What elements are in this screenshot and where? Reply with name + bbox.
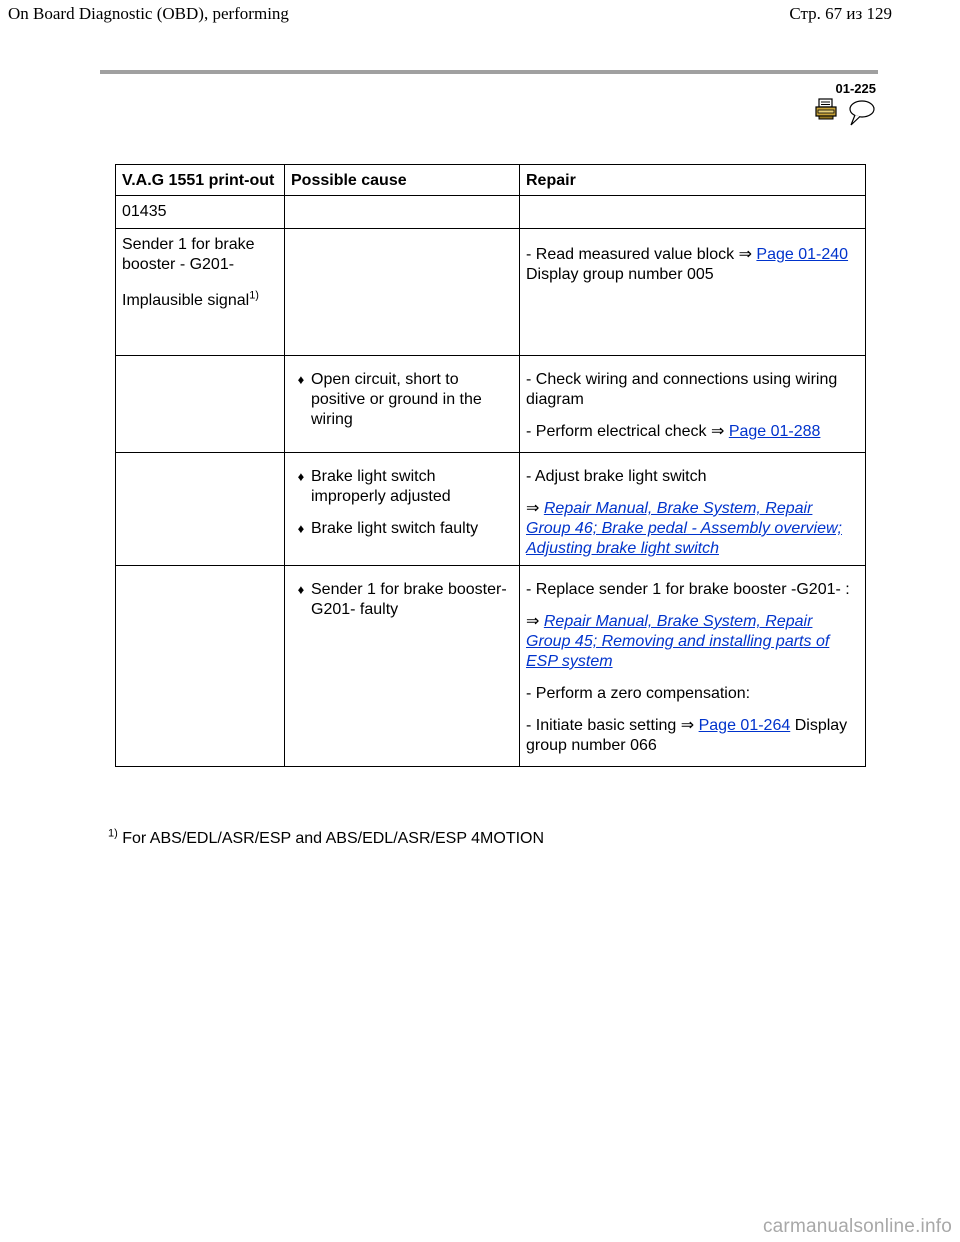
arrow-icon: ⇒ [526,500,540,517]
arrow-icon: ⇒ [526,613,540,630]
fault-description: Sender 1 for brake booster - G201- [122,236,255,273]
arrow-icon: ⇒ [710,423,725,440]
table-header-row [116,165,866,196]
link-repair-manual-group-46[interactable]: Repair Manual, Brake System, Repair Group 46; Brake pedal - Assembly overview; Adjusting brake light switch [526,500,842,557]
header-rule [100,70,878,74]
diamond-bullet-icon: ♦ [297,469,305,484]
column-header-printout: V.A.G 1551 print-out [116,165,285,196]
footnote-ref: 1) [249,289,259,302]
toolbar-icons [814,98,876,128]
watermark: carmanualsonline.info [762,1216,952,1237]
link-repair-manual-group-45[interactable]: Repair Manual, Brake System, Repair Group 45; Removing and installing parts of ESP system [526,613,830,670]
column-header-cause: Possible cause [285,165,520,196]
document-title: On Board Diagnostic (OBD), performing [8,4,289,23]
printer-icon[interactable] [814,98,838,128]
table-row-brake-switch: ♦ Brake light switch improperly adjusted ♦ Brake light switch faulty - Adjust brake light switch ⇒ Repair Manual, Brake System, Repair Group 46; Brake pedal - Assembly overview; Adjusting brake light switch [116,453,866,566]
table-row-sender: Sender 1 for brake booster - G201- Implausible signal$^{1)}$ - Read measured value block ⇒ Page 01-240 Display group number 005 [116,229,866,356]
footnote [108,827,545,848]
speech-bubble-icon[interactable] [846,98,876,128]
table-row-sender-faulty: ♦ Sender 1 for brake booster-G201- faulty - Replace sender 1 for brake booster -G201- : ⇒ Repair Manual, Brake System, Repair Group 45; Removing and installing parts of ESP system - Perform a zero compensation: - Initiate basic setting ⇒ Page 01-264 Display group number 066 [116,566,866,767]
table-row-open-circuit: ♦ Open circuit, short to positive or ground in the wiring - Check wiring and connections using wiring diagram - Perform electrical check ⇒ Page 01-288 [116,356,866,453]
table-row-code [116,196,866,229]
diamond-bullet-icon: ♦ [297,582,305,597]
diamond-bullet-icon: ♦ [297,521,305,536]
footnote-mark: 1) [108,827,118,840]
cause-text: Open circuit, short to positive or ground in the wiring [311,371,482,428]
page-counter: Стр. 67 из 129 [789,4,892,23]
arrow-icon: ⇒ [680,717,695,734]
page-code: 01-225 [835,81,876,96]
diagnostic-table [115,164,866,767]
footnote-text: For ABS/EDL/ASR/ESP and ABS/EDL/ASR/ESP 4MOTION [122,830,545,847]
fault-code: 01435 [116,196,285,229]
diamond-bullet-icon: ♦ [297,372,305,387]
arrow-icon: ⇒ [738,246,752,263]
fault-type: Implausible signal [122,292,250,309]
link-page-01-240[interactable]: Page 01-240 [756,246,849,263]
column-header-repair: Repair [520,165,866,196]
link-page-01-288[interactable]: Page 01-288 [728,423,821,440]
link-page-01-264[interactable]: Page 01-264 [698,717,791,734]
